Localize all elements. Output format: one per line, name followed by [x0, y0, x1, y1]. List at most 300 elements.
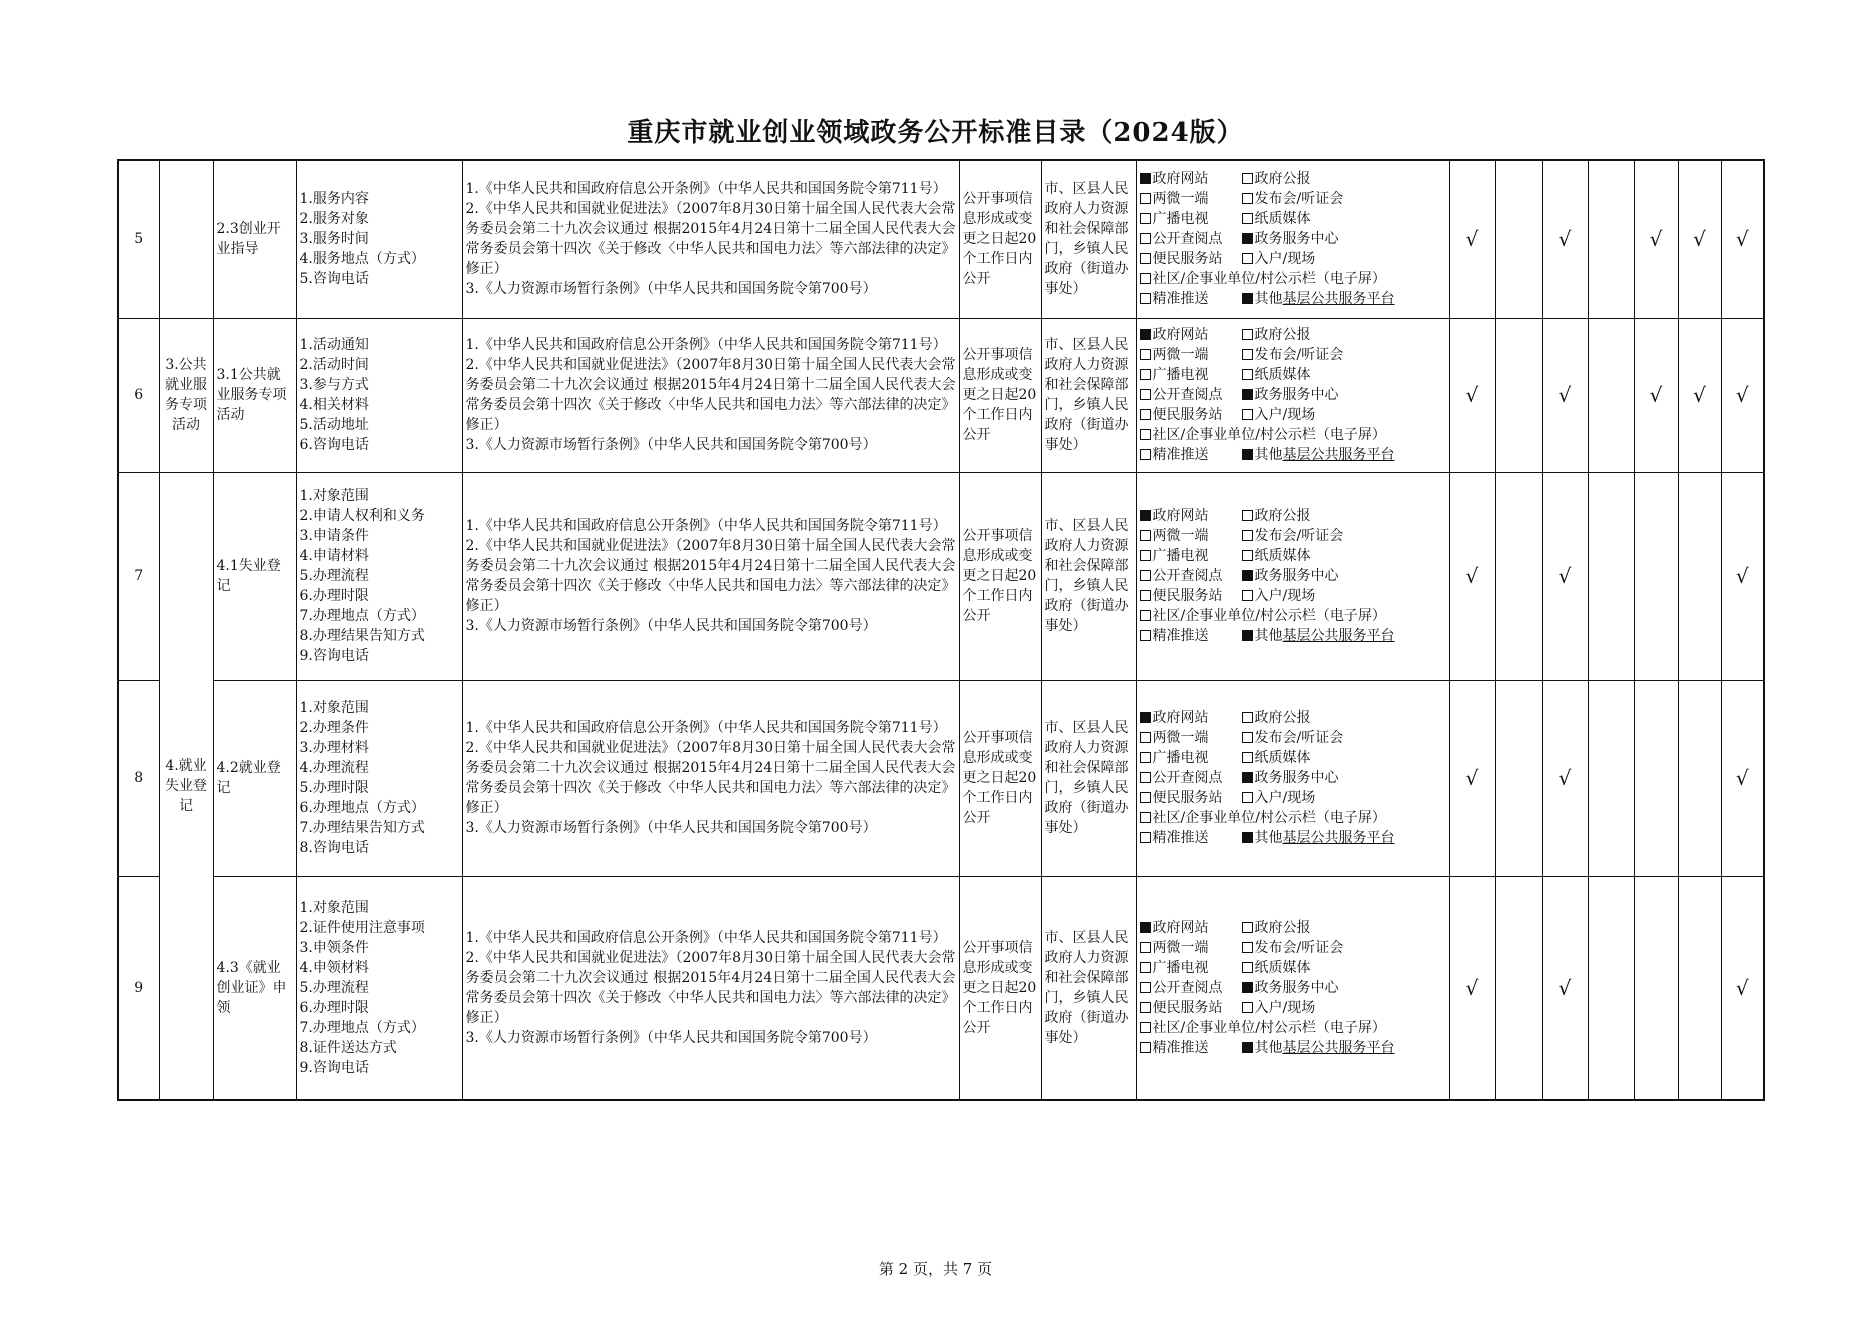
check-cell: [1634, 680, 1678, 876]
row-number: 6: [118, 318, 159, 472]
unchecked-box-icon: [1140, 832, 1151, 843]
content-line: 3.参与方式: [299, 377, 369, 393]
content-line: 2.服务对象: [299, 211, 369, 228]
channel-list: [1136, 160, 1449, 318]
channel-option: [1140, 748, 1242, 768]
channel-label: 政府公报: [1254, 327, 1311, 343]
channel-label: 入户/现场: [1254, 251, 1316, 268]
channel-option: [1242, 1040, 1283, 1056]
page-title: 重庆市就业创业领域政务公开标准目录（2024版）: [627, 118, 1244, 148]
checked-box-icon: [1242, 832, 1253, 843]
channel-label: 精准推送: [1152, 628, 1209, 644]
content-line: 4.相关材料: [299, 397, 369, 413]
check-cell: [1588, 160, 1634, 318]
other-channel-value: 基层公共服务平台: [1282, 628, 1395, 644]
channel-option: [1140, 209, 1242, 229]
channel-label: 广播电视: [1152, 548, 1209, 564]
channel-label: 两微一端: [1152, 191, 1209, 208]
channel-option: [1242, 960, 1311, 976]
channel-option: [1242, 367, 1311, 383]
channel-label: 广播电视: [1152, 367, 1209, 383]
item-name: 2.3创业开业指导: [213, 160, 296, 318]
content-line: 5.办理流程: [299, 979, 369, 996]
content-line: 1.对象范围: [299, 899, 369, 916]
unchecked-box-icon: [1242, 193, 1253, 204]
unchecked-box-icon: [1140, 1042, 1151, 1053]
item-name: 4.1失业登记: [213, 472, 296, 680]
unchecked-box-icon: [1140, 630, 1151, 641]
unchecked-box-icon: [1140, 449, 1151, 460]
basis-line: 2.《中华人民共和国就业促进法》（2007年8月30日第十届全国人民代表大会常务委员会第二十九次会议通过 根据2015年4月24日第十二届全国人民代表大会常务委员会第十四次《关于修改〈中华人民共和国电力法〉等六部法律的决定》修正）: [465, 949, 956, 1026]
publishing-subject: 市、区县人民政府人力资源和社会保障部门，乡镇人民政府（街道办事处）: [1041, 472, 1136, 680]
check-cell: √: [1542, 318, 1588, 472]
checked-box-icon: [1140, 510, 1151, 521]
basis-list: [462, 876, 959, 1100]
channel-option: [1140, 918, 1242, 938]
channel-option: [1242, 920, 1311, 936]
channel-option: [1140, 325, 1242, 345]
unchecked-box-icon: [1242, 349, 1253, 360]
unchecked-box-icon: [1242, 962, 1253, 973]
content-line: 7.办理地点（方式）: [299, 608, 425, 624]
content-line: 6.办理地点（方式）: [299, 800, 425, 816]
channel-option: [1242, 568, 1339, 584]
unchecked-box-icon: [1140, 389, 1151, 400]
time-limit: 公开事项信息形成或变更之日起20个工作日内公开: [959, 876, 1041, 1100]
checked-box-icon: [1140, 712, 1151, 723]
unchecked-box-icon: [1140, 253, 1151, 264]
basis-line: 3.《人力资源市场暂行条例》（中华人民共和国国务院令第700号）: [465, 618, 877, 634]
channel-option: [1242, 940, 1344, 956]
content-line: 3.服务时间: [299, 231, 369, 248]
unchecked-box-icon: [1140, 429, 1151, 440]
time-limit: 公开事项信息形成或变更之日起20个工作日内公开: [959, 160, 1041, 318]
channel-option: [1242, 830, 1283, 846]
unchecked-box-icon: [1140, 1022, 1151, 1033]
channel-label: 发布会/听证会: [1254, 528, 1344, 544]
channel-label: 其他: [1254, 628, 1283, 644]
content-line: 8.证件送达方式: [299, 1039, 397, 1056]
content-line: 7.办理结果告知方式: [299, 820, 425, 836]
basis-line: 3.《人力资源市场暂行条例》（中华人民共和国国务院令第700号）: [465, 281, 877, 298]
category-cell: 4.就业失业登记: [159, 472, 213, 1100]
item-name: 3.1公共就业服务专项活动: [213, 318, 296, 472]
channel-label: 公开查阅点: [1152, 979, 1223, 996]
channel-option: [1242, 251, 1316, 267]
channel-option: [1242, 548, 1311, 564]
unchecked-box-icon: [1242, 329, 1253, 340]
channel-label: 便民服务站: [1152, 588, 1223, 604]
basis-list: [462, 318, 959, 472]
channel-option: [1140, 526, 1242, 546]
channel-option: [1242, 447, 1283, 463]
channel-label: 公开查阅点: [1152, 770, 1223, 786]
unchecked-box-icon: [1242, 409, 1253, 420]
check-cell: [1495, 876, 1542, 1100]
channel-list: [1136, 680, 1449, 876]
unchecked-box-icon: [1140, 590, 1151, 601]
channel-label: 其他: [1254, 291, 1283, 308]
channel-list: [1136, 472, 1449, 680]
content-line: 2.办理条件: [299, 720, 369, 736]
channel-label: 公开查阅点: [1152, 568, 1223, 584]
channel-label: 其他: [1254, 447, 1283, 463]
checked-box-icon: [1140, 922, 1151, 933]
channel-label: 其他: [1254, 1039, 1283, 1056]
basis-line: 1.《中华人民共和国政府信息公开条例》（中华人民共和国国务院令第711号）: [465, 720, 947, 736]
channel-option: [1140, 708, 1242, 728]
channel-option: [1140, 289, 1242, 309]
check-cell: √: [1678, 318, 1721, 472]
unchecked-box-icon: [1140, 409, 1151, 420]
channel-option: [1242, 191, 1344, 207]
check-cell: [1588, 876, 1634, 1100]
unchecked-box-icon: [1140, 570, 1151, 581]
unchecked-box-icon: [1140, 752, 1151, 763]
channel-option: [1140, 271, 1386, 287]
channel-option: [1242, 588, 1316, 604]
channel-label: 政府网站: [1152, 171, 1209, 188]
category-cell: 3.公共就业服务专项活动: [159, 318, 213, 472]
unchecked-box-icon: [1140, 812, 1151, 823]
channel-label: 公开查阅点: [1152, 387, 1223, 403]
channel-option: [1242, 1000, 1316, 1016]
check-cell: [1678, 876, 1721, 1100]
channel-label: 政府公报: [1254, 171, 1311, 188]
unchecked-box-icon: [1242, 712, 1253, 723]
channel-option: [1140, 810, 1386, 826]
basis-list: [462, 680, 959, 876]
channel-option: [1140, 626, 1242, 646]
check-cell: √: [1542, 160, 1588, 318]
time-limit: 公开事项信息形成或变更之日起20个工作日内公开: [959, 318, 1041, 472]
unchecked-box-icon: [1242, 942, 1253, 953]
channel-label: 政府公报: [1254, 710, 1311, 726]
basis-line: 1.《中华人民共和国政府信息公开条例》（中华人民共和国国务院令第711号）: [465, 929, 947, 946]
channel-option: [1140, 229, 1242, 249]
checked-box-icon: [1140, 329, 1151, 340]
unchecked-box-icon: [1140, 942, 1151, 953]
channel-option: [1140, 728, 1242, 748]
channel-label: 公开查阅点: [1152, 231, 1223, 248]
channel-list: [1136, 318, 1449, 472]
other-channel-value: 基层公共服务平台: [1282, 447, 1395, 463]
publishing-subject: 市、区县人民政府人力资源和社会保障部门，乡镇人民政府（街道办事处）: [1041, 680, 1136, 876]
content-list: [296, 876, 462, 1100]
content-line: 2.申请人权利和义务: [299, 508, 425, 524]
check-cell: √: [1721, 680, 1764, 876]
content-list: [296, 318, 462, 472]
check-cell: [1495, 160, 1542, 318]
basis-line: 1.《中华人民共和国政府信息公开条例》（中华人民共和国国务院令第711号）: [465, 337, 947, 353]
channel-option: [1140, 1038, 1242, 1058]
channel-option: [1242, 407, 1316, 423]
unchecked-box-icon: [1140, 732, 1151, 743]
channel-option: [1242, 347, 1344, 363]
row-number: 9: [118, 876, 159, 1100]
unchecked-box-icon: [1242, 253, 1253, 264]
check-cell: [1588, 472, 1634, 680]
channel-option: [1140, 768, 1242, 788]
check-cell: [1495, 318, 1542, 472]
row-number: 7: [118, 472, 159, 680]
time-limit: 公开事项信息形成或变更之日起20个工作日内公开: [959, 472, 1041, 680]
channel-option: [1140, 938, 1242, 958]
content-line: 2.证件使用注意事项: [299, 919, 425, 936]
channel-option: [1242, 710, 1311, 726]
content-line: 4.办理流程: [299, 760, 369, 776]
checked-box-icon: [1242, 772, 1253, 783]
table-row: [118, 876, 1764, 1100]
channel-label: 政府公报: [1254, 508, 1311, 524]
content-line: 1.活动通知: [299, 337, 369, 353]
channel-option: [1140, 566, 1242, 586]
channel-option: [1242, 528, 1344, 544]
channel-label: 两微一端: [1152, 347, 1209, 363]
channel-option: [1140, 608, 1386, 624]
content-line: 1.服务内容: [299, 191, 369, 208]
other-channel-value: 基层公共服务平台: [1282, 291, 1395, 308]
content-line: 3.办理材料: [299, 740, 369, 756]
channel-label: 社区/企事业单位/村公示栏（电子屏）: [1152, 1019, 1386, 1036]
unchecked-box-icon: [1140, 369, 1151, 380]
channel-option: [1140, 1020, 1386, 1036]
channel-label: 广播电视: [1152, 211, 1209, 228]
table-row: [118, 472, 1764, 680]
other-channel-value: 基层公共服务平台: [1282, 830, 1395, 846]
unchecked-box-icon: [1242, 510, 1253, 521]
check-cell: √: [1721, 160, 1764, 318]
unchecked-box-icon: [1140, 233, 1151, 244]
channel-label: 精准推送: [1152, 447, 1209, 463]
channel-option: [1140, 828, 1242, 848]
channel-option: [1140, 788, 1242, 808]
channel-label: 政府网站: [1152, 327, 1209, 343]
content-line: 6.办理时限: [299, 588, 369, 604]
channel-option: [1242, 211, 1311, 227]
check-cell: [1495, 472, 1542, 680]
check-cell: √: [1721, 472, 1764, 680]
page-footer: 第 2 页，共 7 页: [878, 1260, 993, 1278]
channel-label: 发布会/听证会: [1254, 939, 1344, 956]
content-line: 1.对象范围: [299, 488, 369, 504]
check-cell: [1678, 472, 1721, 680]
check-cell: [1588, 680, 1634, 876]
content-line: 5.办理流程: [299, 568, 369, 584]
channel-label: 便民服务站: [1152, 790, 1223, 806]
content-list: [296, 680, 462, 876]
channel-label: 两微一端: [1152, 939, 1209, 956]
channel-option: [1140, 958, 1242, 978]
channel-option: [1140, 169, 1242, 189]
item-name: 4.3《就业创业证》申领: [213, 876, 296, 1100]
check-cell: √: [1542, 876, 1588, 1100]
channel-label: 政府网站: [1152, 508, 1209, 524]
check-cell: [1678, 680, 1721, 876]
check-cell: √: [1678, 160, 1721, 318]
content-line: 5.咨询电话: [299, 271, 369, 288]
unchecked-box-icon: [1140, 1002, 1151, 1013]
channel-label: 发布会/听证会: [1254, 347, 1344, 363]
channel-option: [1140, 385, 1242, 405]
checked-box-icon: [1242, 630, 1253, 641]
checked-box-icon: [1242, 389, 1253, 400]
other-channel-value: 基层公共服务平台: [1282, 1039, 1395, 1056]
channel-option: [1242, 628, 1283, 644]
unchecked-box-icon: [1140, 962, 1151, 973]
check-cell: √: [1449, 318, 1495, 472]
basis-line: 3.《人力资源市场暂行条例》（中华人民共和国国务院令第700号）: [465, 1029, 877, 1046]
channel-option: [1242, 291, 1283, 307]
channel-label: 政务服务中心: [1254, 568, 1339, 584]
channel-label: 政务服务中心: [1254, 979, 1339, 996]
basis-line: 2.《中华人民共和国就业促进法》（2007年8月30日第十届全国人民代表大会常务委员会第二十九次会议通过 根据2015年4月24日第十二届全国人民代表大会常务委员会第十四次《关于修改〈中华人民共和国电力法〉等六部法律的决定》修正）: [465, 740, 956, 816]
channel-label: 发布会/听证会: [1254, 191, 1344, 208]
check-cell: √: [1449, 472, 1495, 680]
unchecked-box-icon: [1140, 293, 1151, 304]
table-row: [118, 160, 1764, 318]
channel-label: 社区/企事业单位/村公示栏（电子屏）: [1152, 427, 1386, 443]
content-line: 6.办理时限: [299, 999, 369, 1016]
channel-option: [1242, 171, 1311, 187]
channel-option: [1140, 365, 1242, 385]
content-line: 1.对象范围: [299, 700, 369, 716]
check-cell: √: [1449, 876, 1495, 1100]
channel-option: [1140, 998, 1242, 1018]
basis-line: 1.《中华人民共和国政府信息公开条例》（中华人民共和国国务院令第711号）: [465, 518, 947, 534]
unchecked-box-icon: [1242, 732, 1253, 743]
channel-label: 政府网站: [1152, 919, 1209, 936]
check-cell: [1634, 876, 1678, 1100]
unchecked-box-icon: [1140, 792, 1151, 803]
content-list: [296, 472, 462, 680]
channel-label: 纸质媒体: [1254, 750, 1311, 766]
content-line: 4.申请材料: [299, 548, 369, 564]
channel-label: 纸质媒体: [1254, 959, 1311, 976]
unchecked-box-icon: [1140, 213, 1151, 224]
channel-option: [1140, 978, 1242, 998]
channel-option: [1242, 790, 1316, 806]
unchecked-box-icon: [1242, 173, 1253, 184]
checked-box-icon: [1242, 982, 1253, 993]
basis-line: 3.《人力资源市场暂行条例》（中华人民共和国国务院令第700号）: [465, 437, 877, 453]
content-line: 5.办理时限: [299, 780, 369, 796]
channel-option: [1242, 730, 1344, 746]
channel-label: 发布会/听证会: [1254, 730, 1344, 746]
basis-line: 2.《中华人民共和国就业促进法》（2007年8月30日第十届全国人民代表大会常务委员会第二十九次会议通过 根据2015年4月24日第十二届全国人民代表大会常务委员会第十四次《关于修改〈中华人民共和国电力法〉等六部法律的决定》修正）: [465, 201, 956, 278]
table-row: [118, 680, 1764, 876]
check-cell: √: [1449, 680, 1495, 876]
channel-label: 社区/企事业单位/村公示栏（电子屏）: [1152, 810, 1386, 826]
check-cell: √: [1634, 318, 1678, 472]
channel-label: 入户/现场: [1254, 588, 1316, 604]
content-line: 8.办理结果告知方式: [299, 628, 425, 644]
channel-label: 政务服务中心: [1254, 770, 1339, 786]
check-cell: √: [1634, 160, 1678, 318]
channel-option: [1140, 405, 1242, 425]
unchecked-box-icon: [1242, 922, 1253, 933]
channel-label: 纸质媒体: [1254, 548, 1311, 564]
channel-option: [1242, 327, 1311, 343]
channel-label: 政府公报: [1254, 919, 1311, 936]
check-cell: √: [1721, 876, 1764, 1100]
checked-box-icon: [1242, 570, 1253, 581]
check-cell: √: [1721, 318, 1764, 472]
channel-label: 两微一端: [1152, 730, 1209, 746]
content-line: 3.申请条件: [299, 528, 369, 544]
content-line: 7.办理地点（方式）: [299, 1019, 425, 1036]
check-cell: [1495, 680, 1542, 876]
category-cell: [159, 160, 213, 318]
channel-option: [1242, 980, 1339, 996]
channel-label: 便民服务站: [1152, 999, 1223, 1016]
channel-label: 政务服务中心: [1254, 387, 1339, 403]
channel-option: [1140, 249, 1242, 269]
content-line: 9.咨询电话: [299, 648, 369, 664]
unchecked-box-icon: [1242, 752, 1253, 763]
check-cell: √: [1449, 160, 1495, 318]
unchecked-box-icon: [1242, 550, 1253, 561]
channel-label: 政务服务中心: [1254, 231, 1339, 248]
unchecked-box-icon: [1242, 530, 1253, 541]
unchecked-box-icon: [1140, 550, 1151, 561]
basis-line: 2.《中华人民共和国就业促进法》（2007年8月30日第十届全国人民代表大会常务委员会第二十九次会议通过 根据2015年4月24日第十二届全国人民代表大会常务委员会第十四次《关于修改〈中华人民共和国电力法〉等六部法律的决定》修正）: [465, 538, 956, 614]
basis-line: 1.《中华人民共和国政府信息公开条例》（中华人民共和国国务院令第711号）: [465, 181, 947, 198]
publishing-subject: 市、区县人民政府人力资源和社会保障部门，乡镇人民政府（街道办事处）: [1041, 876, 1136, 1100]
channel-option: [1140, 427, 1386, 443]
basis-list: [462, 160, 959, 318]
channel-option: [1242, 508, 1311, 524]
unchecked-box-icon: [1242, 1002, 1253, 1013]
channel-label: 其他: [1254, 830, 1283, 846]
unchecked-box-icon: [1242, 369, 1253, 380]
channel-label: 政府网站: [1152, 710, 1209, 726]
checked-box-icon: [1242, 233, 1253, 244]
basis-list: [462, 472, 959, 680]
checked-box-icon: [1242, 449, 1253, 460]
basis-line: 3.《人力资源市场暂行条例》（中华人民共和国国务院令第700号）: [465, 820, 877, 836]
content-list: [296, 160, 462, 318]
channel-label: 纸质媒体: [1254, 211, 1311, 228]
unchecked-box-icon: [1242, 590, 1253, 601]
publishing-subject: 市、区县人民政府人力资源和社会保障部门，乡镇人民政府（街道办事处）: [1041, 318, 1136, 472]
content-line: 3.申领条件: [299, 939, 369, 956]
channel-label: 纸质媒体: [1254, 367, 1311, 383]
unchecked-box-icon: [1140, 610, 1151, 621]
channel-label: 便民服务站: [1152, 407, 1223, 423]
channel-label: 精准推送: [1152, 830, 1209, 846]
channel-label: 社区/企事业单位/村公示栏（电子屏）: [1152, 271, 1386, 288]
channel-option: [1140, 189, 1242, 209]
channel-option: [1140, 445, 1242, 465]
channel-option: [1242, 387, 1339, 403]
channel-list: [1136, 876, 1449, 1100]
table-row: [118, 318, 1764, 472]
time-limit: 公开事项信息形成或变更之日起20个工作日内公开: [959, 680, 1041, 876]
basis-line: 2.《中华人民共和国就业促进法》（2007年8月30日第十届全国人民代表大会常务委员会第二十九次会议通过 根据2015年4月24日第十二届全国人民代表大会常务委员会第十四次《关于修改〈中华人民共和国电力法〉等六部法律的决定》修正）: [465, 357, 956, 433]
content-line: 6.咨询电话: [299, 437, 369, 453]
checked-box-icon: [1242, 1042, 1253, 1053]
unchecked-box-icon: [1242, 792, 1253, 803]
unchecked-box-icon: [1242, 213, 1253, 224]
unchecked-box-icon: [1140, 349, 1151, 360]
unchecked-box-icon: [1140, 530, 1151, 541]
channel-option: [1242, 750, 1311, 766]
content-line: 4.服务地点（方式）: [299, 251, 425, 268]
item-name: 4.2就业登记: [213, 680, 296, 876]
channel-option: [1140, 586, 1242, 606]
channel-label: 入户/现场: [1254, 407, 1316, 423]
